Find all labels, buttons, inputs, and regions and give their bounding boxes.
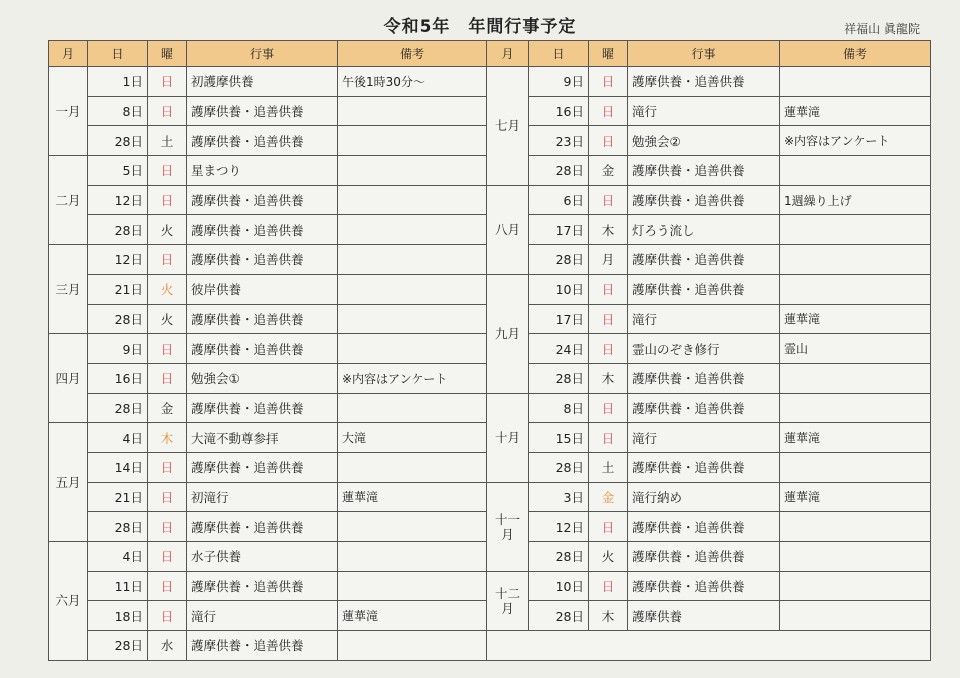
day-cell: 23日	[529, 126, 589, 156]
header-weekday: 曜	[148, 41, 187, 67]
weekday-cell: 日	[589, 512, 628, 542]
month-label: 一月	[49, 67, 88, 156]
note-cell	[780, 452, 931, 482]
day-cell: 28日	[88, 393, 148, 423]
table-row	[487, 96, 931, 126]
organization-name: 祥福山 眞龍院	[844, 22, 920, 36]
note-cell	[338, 393, 487, 423]
event-cell: 滝行	[628, 423, 780, 453]
day-cell: 3日	[529, 482, 589, 512]
weekday-cell: 日	[148, 156, 187, 186]
note-cell	[338, 215, 487, 245]
day-cell: 4日	[88, 423, 148, 453]
note-cell	[338, 571, 487, 601]
header-note: 備考	[338, 41, 487, 67]
weekday-cell: 金	[589, 156, 628, 186]
table-row	[49, 334, 487, 364]
table-row	[487, 245, 931, 275]
event-cell: 護摩供養・追善供養	[628, 245, 780, 275]
header-day: 日	[88, 41, 148, 67]
table-header-row	[487, 41, 931, 67]
day-cell: 24日	[529, 334, 589, 364]
table-row	[487, 601, 931, 631]
note-cell	[780, 542, 931, 572]
weekday-cell: 日	[589, 96, 628, 126]
weekday-cell: 日	[148, 245, 187, 275]
day-cell: 10日	[529, 274, 589, 304]
table-row	[487, 452, 931, 482]
schedule-table-left	[48, 40, 487, 661]
note-cell	[338, 304, 487, 334]
weekday-cell: 火	[148, 274, 187, 304]
weekday-cell: 日	[589, 304, 628, 334]
day-cell: 14日	[88, 452, 148, 482]
table-row	[49, 67, 487, 97]
day-cell: 8日	[529, 393, 589, 423]
event-cell: 護摩供養・追善供養	[628, 452, 780, 482]
table-row	[49, 126, 487, 156]
event-cell: 護摩供養・追善供養	[628, 156, 780, 186]
weekday-cell: 日	[148, 452, 187, 482]
weekday-cell: 木	[148, 423, 187, 453]
note-cell	[338, 631, 487, 661]
event-cell: 護摩供養・追善供養	[187, 512, 338, 542]
weekday-cell: 日	[148, 601, 187, 631]
weekday-cell: 日	[148, 542, 187, 572]
event-cell: 護摩供養・追善供養	[628, 393, 780, 423]
table-row	[487, 334, 931, 364]
weekday-cell: 日	[589, 185, 628, 215]
day-cell: 16日	[529, 96, 589, 126]
event-cell: 護摩供養・追善供養	[628, 571, 780, 601]
month-label: 八月	[487, 185, 529, 274]
event-cell: 護摩供養・追善供養	[628, 67, 780, 97]
day-cell: 28日	[529, 452, 589, 482]
note-cell	[780, 571, 931, 601]
table-row	[49, 601, 487, 631]
table-row	[49, 156, 487, 186]
note-cell	[338, 156, 487, 186]
table-row	[49, 631, 487, 661]
event-cell: 護摩供養・追善供養	[628, 274, 780, 304]
day-cell: 12日	[88, 185, 148, 215]
weekday-cell: 日	[589, 67, 628, 97]
header-day: 日	[529, 41, 589, 67]
event-cell: 滝行	[628, 304, 780, 334]
header-weekday: 曜	[589, 41, 628, 67]
table-row	[49, 96, 487, 126]
blank-cell	[487, 631, 931, 661]
day-cell: 28日	[88, 126, 148, 156]
day-cell: 8日	[88, 96, 148, 126]
weekday-cell: 日	[148, 96, 187, 126]
note-cell: ※内容はアンケート	[338, 363, 487, 393]
weekday-cell: 火	[148, 304, 187, 334]
table-row	[49, 215, 487, 245]
month-label: 九月	[487, 274, 529, 393]
event-cell: 彼岸供養	[187, 274, 338, 304]
note-cell: 霊山	[780, 334, 931, 364]
header-event: 行事	[187, 41, 338, 67]
day-cell: 18日	[88, 601, 148, 631]
weekday-cell: 日	[589, 126, 628, 156]
weekday-cell: 木	[589, 363, 628, 393]
table-row	[49, 512, 487, 542]
day-cell: 11日	[88, 571, 148, 601]
day-cell: 28日	[88, 304, 148, 334]
day-cell: 28日	[88, 215, 148, 245]
day-cell: 9日	[88, 334, 148, 364]
month-label: 六月	[49, 542, 88, 661]
day-cell: 9日	[529, 67, 589, 97]
event-cell: 護摩供養・追善供養	[187, 452, 338, 482]
schedule-table-right	[486, 40, 931, 661]
header-month: 月	[49, 41, 88, 67]
weekday-cell: 日	[148, 482, 187, 512]
note-cell	[780, 245, 931, 275]
day-cell: 15日	[529, 423, 589, 453]
event-cell: 護摩供養・追善供養	[628, 542, 780, 572]
event-cell: 滝行	[628, 96, 780, 126]
event-cell: 護摩供養・追善供養	[187, 631, 338, 661]
day-cell: 4日	[88, 542, 148, 572]
weekday-cell: 月	[589, 245, 628, 275]
table-row	[487, 363, 931, 393]
note-cell	[780, 363, 931, 393]
note-cell: 蓮華滝	[338, 601, 487, 631]
day-cell: 28日	[529, 542, 589, 572]
table-row	[487, 512, 931, 542]
note-cell	[780, 156, 931, 186]
table-row	[487, 67, 931, 97]
note-cell: 蓮華滝	[780, 96, 931, 126]
day-cell: 6日	[529, 185, 589, 215]
event-cell: 勉強会①	[187, 363, 338, 393]
table-row	[49, 571, 487, 601]
day-cell: 28日	[88, 631, 148, 661]
weekday-cell: 木	[589, 215, 628, 245]
note-cell	[780, 67, 931, 97]
table-row	[487, 542, 931, 572]
note-cell	[338, 245, 487, 275]
event-cell: 護摩供養・追善供養	[187, 96, 338, 126]
event-cell: 水子供養	[187, 542, 338, 572]
event-cell: 霊山のぞき修行	[628, 334, 780, 364]
day-cell: 5日	[88, 156, 148, 186]
note-cell: 午後1時30分～	[338, 67, 487, 97]
day-cell: 17日	[529, 215, 589, 245]
weekday-cell: 木	[589, 601, 628, 631]
event-cell: 護摩供養・追善供養	[187, 393, 338, 423]
event-cell: 護摩供養・追善供養	[628, 512, 780, 542]
month-label: 十二月	[487, 571, 529, 630]
note-cell	[338, 274, 487, 304]
header-note: 備考	[780, 41, 931, 67]
event-cell: 護摩供養・追善供養	[187, 304, 338, 334]
day-cell: 17日	[529, 304, 589, 334]
weekday-cell: 日	[148, 571, 187, 601]
header-event: 行事	[628, 41, 780, 67]
event-cell: 初護摩供養	[187, 67, 338, 97]
event-cell: 護摩供養・追善供養	[187, 215, 338, 245]
weekday-cell: 金	[148, 393, 187, 423]
note-cell	[780, 274, 931, 304]
event-cell: 護摩供養・追善供養	[628, 185, 780, 215]
day-cell: 1日	[88, 67, 148, 97]
month-label: 三月	[49, 245, 88, 334]
month-label: 七月	[487, 67, 529, 186]
table-row	[49, 542, 487, 572]
weekday-cell: 金	[589, 482, 628, 512]
event-cell: 勉強会②	[628, 126, 780, 156]
schedule-body-left	[49, 67, 487, 661]
weekday-cell: 日	[589, 423, 628, 453]
event-cell: 初滝行	[187, 482, 338, 512]
weekday-cell: 日	[148, 363, 187, 393]
event-cell: 護摩供養・追善供養	[628, 363, 780, 393]
note-cell	[780, 215, 931, 245]
event-cell: 護摩供養・追善供養	[187, 245, 338, 275]
blank-row	[487, 631, 931, 661]
note-cell	[338, 334, 487, 364]
table-row	[487, 482, 931, 512]
month-label: 四月	[49, 334, 88, 423]
month-label: 十一月	[487, 482, 529, 571]
note-cell: 蓮華滝	[780, 423, 931, 453]
weekday-cell: 土	[148, 126, 187, 156]
weekday-cell: 日	[148, 67, 187, 97]
weekday-cell: 日	[148, 512, 187, 542]
weekday-cell: 日	[148, 185, 187, 215]
table-row	[487, 393, 931, 423]
weekday-cell: 日	[589, 393, 628, 423]
table-row	[49, 452, 487, 482]
note-cell	[338, 96, 487, 126]
event-cell: 滝行	[187, 601, 338, 631]
table-row	[487, 304, 931, 334]
note-cell	[338, 542, 487, 572]
weekday-cell: 土	[589, 452, 628, 482]
table-row	[49, 304, 487, 334]
note-cell	[780, 601, 931, 631]
weekday-cell: 日	[589, 274, 628, 304]
day-cell: 28日	[529, 363, 589, 393]
event-cell: 護摩供養・追善供養	[187, 571, 338, 601]
weekday-cell: 水	[148, 631, 187, 661]
table-row	[49, 185, 487, 215]
day-cell: 12日	[88, 245, 148, 275]
day-cell: 21日	[88, 482, 148, 512]
day-cell: 12日	[529, 512, 589, 542]
note-cell	[338, 512, 487, 542]
note-cell: 蓮華滝	[338, 482, 487, 512]
event-cell: 護摩供養・追善供養	[187, 185, 338, 215]
month-label: 二月	[49, 156, 88, 245]
table-row	[487, 156, 931, 186]
note-cell: 大滝	[338, 423, 487, 453]
weekday-cell: 火	[148, 215, 187, 245]
event-cell: 護摩供養・追善供養	[187, 334, 338, 364]
schedule-body-right	[487, 67, 931, 661]
event-cell: 星まつり	[187, 156, 338, 186]
header-month: 月	[487, 41, 529, 67]
note-cell: ※内容はアンケート	[780, 126, 931, 156]
table-row	[49, 393, 487, 423]
event-cell: 大滝不動尊参拝	[187, 423, 338, 453]
table-row	[49, 482, 487, 512]
table-row	[49, 245, 487, 275]
day-cell: 28日	[529, 601, 589, 631]
page-title: 令和5年 年間行事予定	[383, 17, 577, 37]
month-label: 五月	[49, 423, 88, 542]
weekday-cell: 日	[148, 334, 187, 364]
table-row	[487, 215, 931, 245]
table-row	[487, 274, 931, 304]
table-row	[487, 571, 931, 601]
day-cell: 28日	[529, 156, 589, 186]
table-header-row	[49, 41, 487, 67]
day-cell: 16日	[88, 363, 148, 393]
month-label: 十月	[487, 393, 529, 482]
note-cell	[338, 185, 487, 215]
day-cell: 21日	[88, 274, 148, 304]
note-cell: 蓮華滝	[780, 482, 931, 512]
table-row	[487, 126, 931, 156]
event-cell: 滝行納め	[628, 482, 780, 512]
note-cell	[780, 512, 931, 542]
day-cell: 10日	[529, 571, 589, 601]
table-row	[487, 185, 931, 215]
table-row	[49, 423, 487, 453]
note-cell: 蓮華滝	[780, 304, 931, 334]
note-cell: 1週繰り上げ	[780, 185, 931, 215]
table-row	[487, 423, 931, 453]
weekday-cell: 日	[589, 334, 628, 364]
event-cell: 護摩供養	[628, 601, 780, 631]
event-cell: 護摩供養・追善供養	[187, 126, 338, 156]
note-cell	[780, 393, 931, 423]
note-cell	[338, 452, 487, 482]
day-cell: 28日	[88, 512, 148, 542]
table-row	[49, 363, 487, 393]
day-cell: 28日	[529, 245, 589, 275]
weekday-cell: 火	[589, 542, 628, 572]
event-cell: 灯ろう流し	[628, 215, 780, 245]
weekday-cell: 日	[589, 571, 628, 601]
note-cell	[338, 126, 487, 156]
table-row	[49, 274, 487, 304]
